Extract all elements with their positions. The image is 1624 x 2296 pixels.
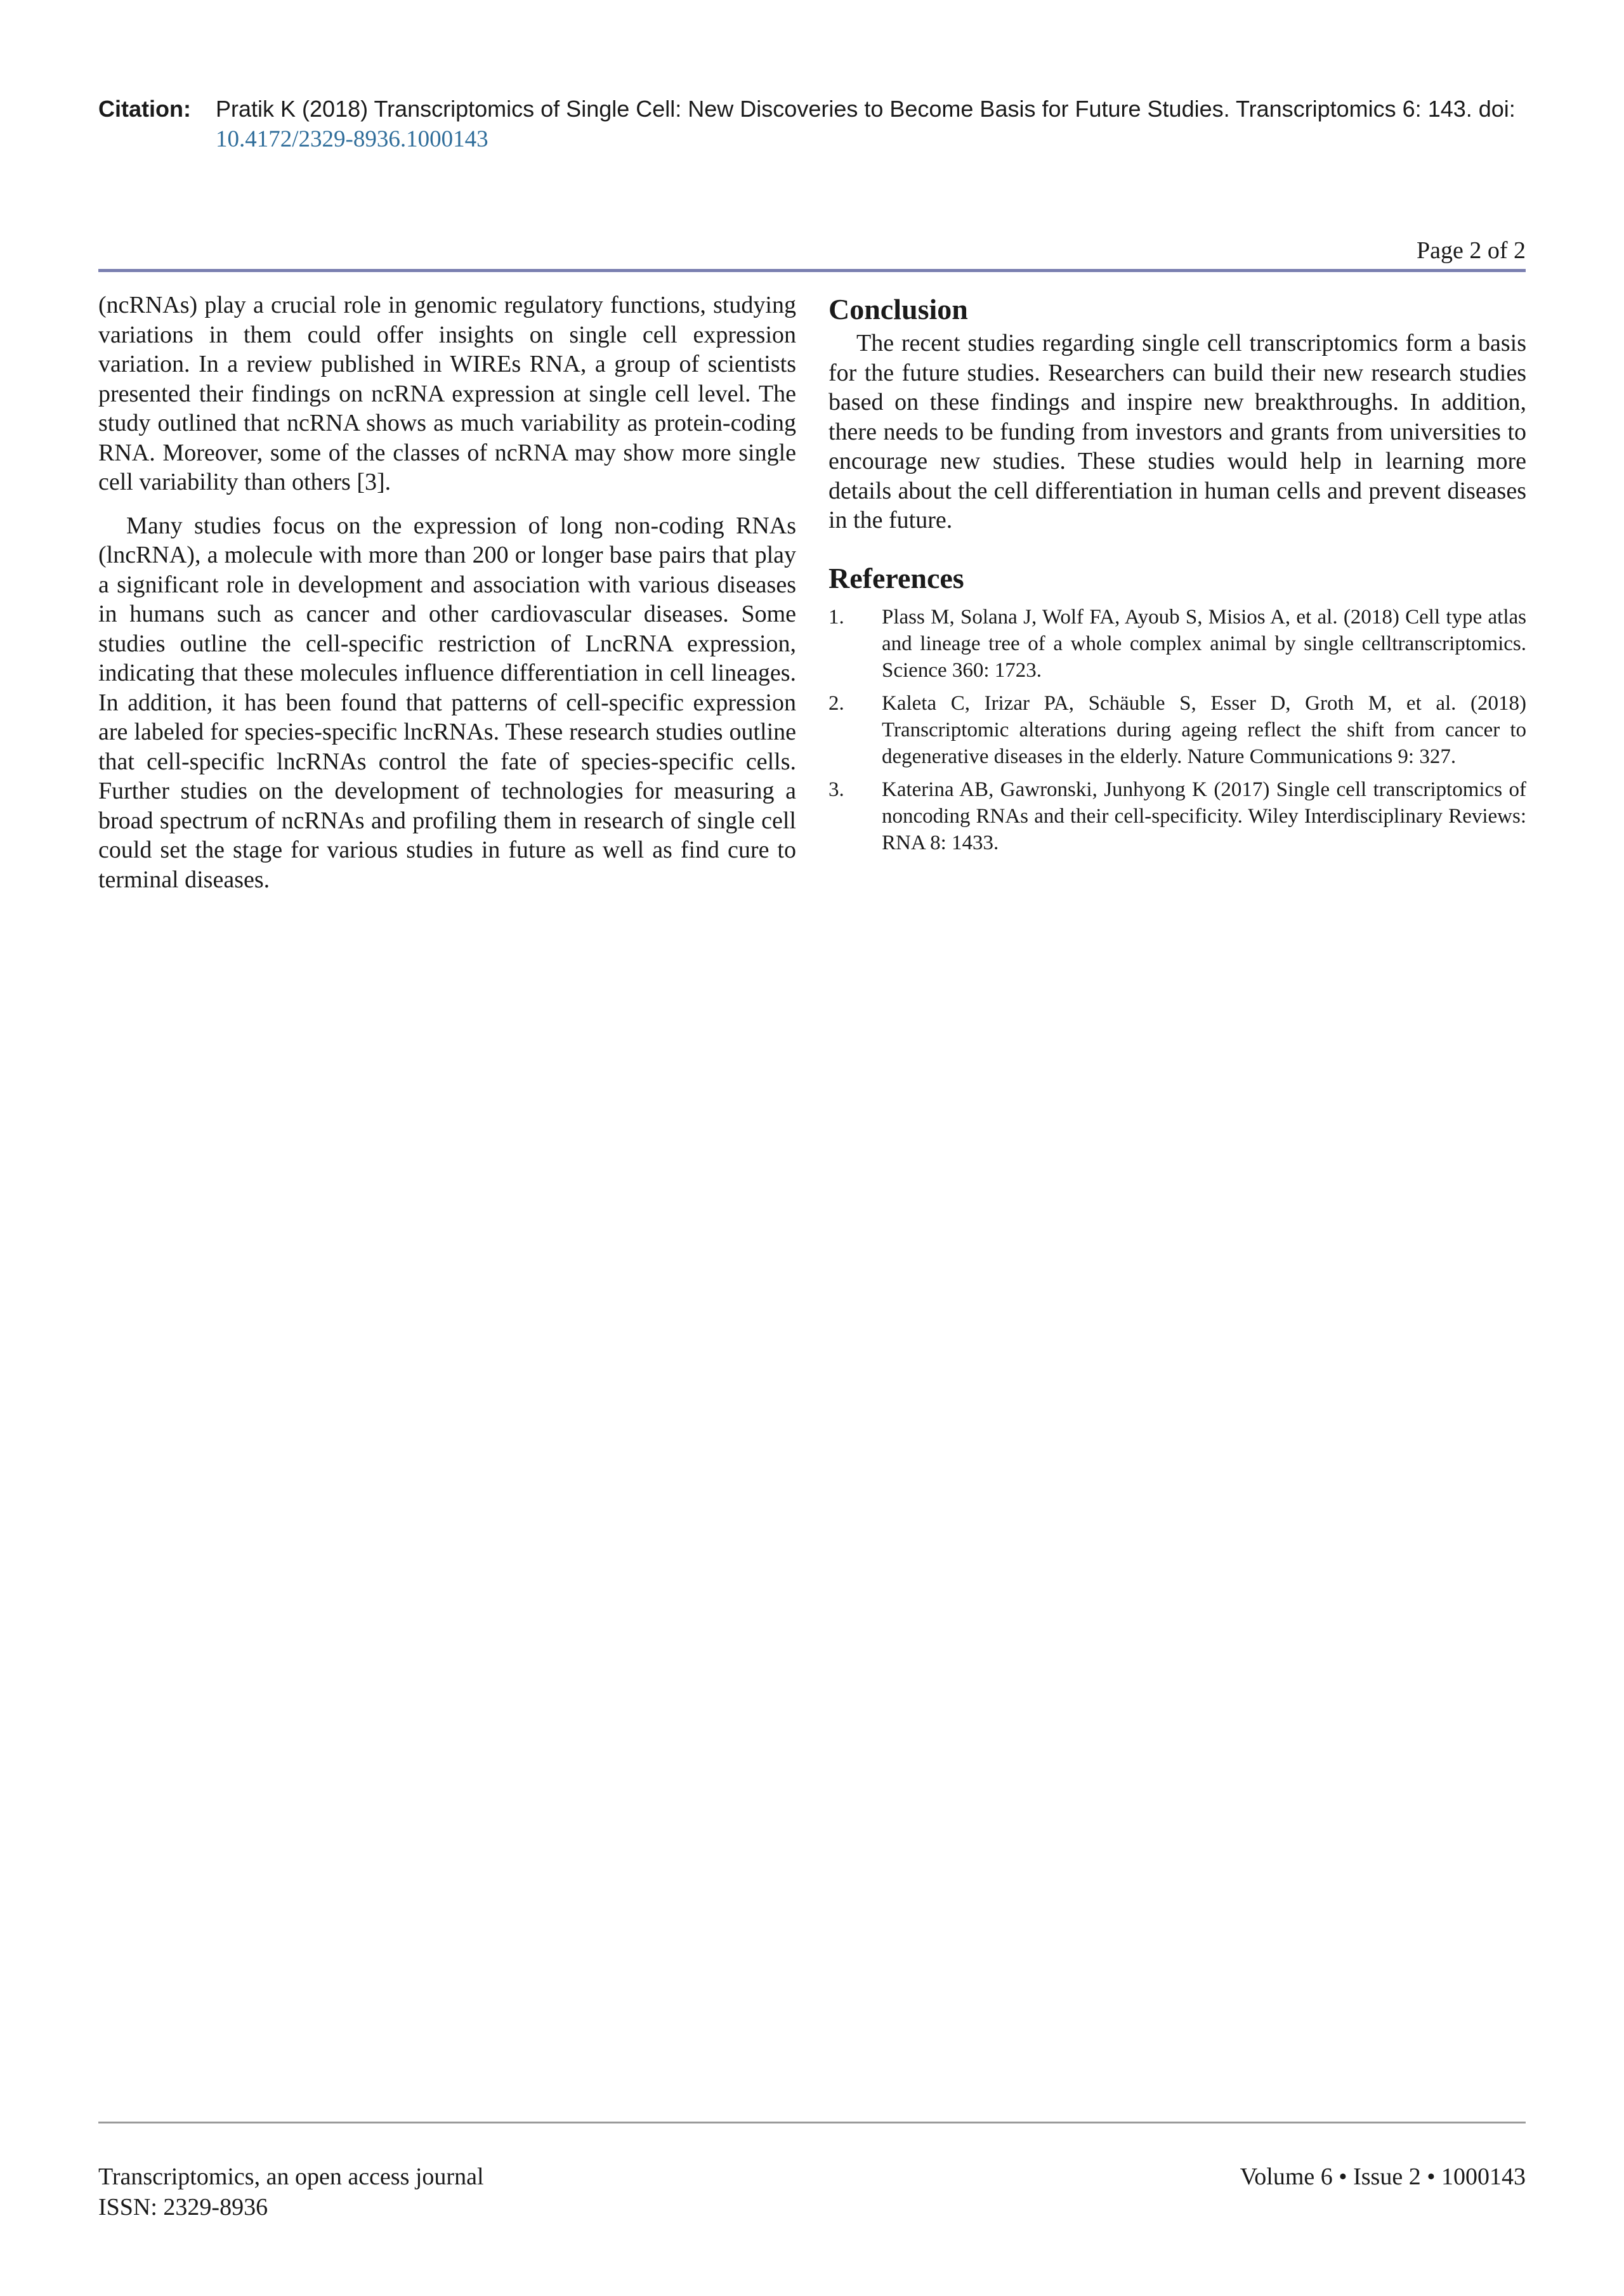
reference-text: Katerina AB, Gawronski, Junhyong K (2017) Single cell transcriptomics of noncoding RNAs and their cell-specificity. Wiley Interdisciplinary Reviews: RNA 8: 1433.: [882, 778, 1526, 854]
reference-item: [828, 690, 1526, 770]
references-heading: References: [828, 561, 964, 594]
citation-label: Citation:: [98, 96, 191, 122]
body-paragraph: Many studies focus on the expression of long non-coding RNAs (lncRNA), a molecule with more than 200 or longer base pairs that play a significant role in development and association with various diseases in humans such as cancer and other cardiovascular diseases. Some studies outline the cell-specific restriction of LncRNA expression, indicating that these molecules influence differentiation in cell lineages. In addition, it has been found that patterns of cell-specific expression are labeled for species-specific lncRNAs. These research studies outline that cell-specific lncRNAs control the fate of species-specific cells. Further studies on the development of technologies for measuring a broad spectrum of ncRNAs and profiling them in research of single cell could set the stage for various studies in future as well as find cure to terminal diseases.: [98, 512, 796, 893]
citation-block: [98, 94, 1526, 155]
footer-issn: ISSN: 2329-8936: [98, 2194, 268, 2221]
footer-journal-name: Transcriptomics, an open access journal: [98, 2163, 484, 2190]
reference-number: 1.: [828, 605, 844, 629]
reference-item: [828, 776, 1526, 856]
body-paragraph: (ncRNAs) play a crucial role in genomic regulatory functions, studying variations in them could offer insights on single cell expression variation. In a review published in WIREs RNA, a group of scientists presented their findings on ncRNA expression at single cell level. The study outlined that ncRNA shows as much variability as protein-coding RNA. Moreover, some of the classes of ncRNA may show more single cell variability than others [3].: [98, 292, 796, 495]
page-number: Page 2 of 2: [1416, 237, 1526, 264]
footer-journal-info: [98, 2162, 484, 2222]
reference-number: 3.: [828, 778, 844, 801]
left-column: [98, 290, 796, 894]
citation-body: [216, 94, 1526, 155]
footer-divider: [98, 2122, 1526, 2123]
conclusion-paragraph: The recent studies regarding single cell transcriptomics form a basis for the future studies. Researchers can build their new research studies based on these findings and inspire new breakthroughs. In addition, there needs to be funding from investors and grants from universities to encourage new studies. These studies would help in learning more details about the cell differentiation in human cells and prevent diseases in the future.: [828, 330, 1526, 533]
reference-item: [828, 604, 1526, 684]
reference-text: Plass M, Solana J, Wolf FA, Ayoub S, Misios A, et al. (2018) Cell type atlas and lineage tree of a whole complex animal by single celltranscriptomics. Science 360: 1723.: [882, 605, 1526, 682]
reference-number: 2.: [828, 691, 844, 715]
right-column: [828, 290, 1526, 863]
reference-text: Kaleta C, Irizar PA, Schäuble S, Esser D, Groth M, et al. (2018) Transcriptomic alterations during ageing reflect the shift from cancer to degenerative diseases in the elderly. Nature Communications 9: 327.: [882, 691, 1526, 768]
header-divider: [98, 269, 1526, 272]
citation-text: Pratik K (2018) Transcriptomics of Single Cell: New Discoveries to Become Basis for Future Studies. Transcriptomics 6: 143. doi:: [216, 96, 1516, 122]
footer-volume-info: Volume 6 • Issue 2 • 1000143: [1240, 2163, 1526, 2190]
references-list: [828, 604, 1526, 856]
citation-doi-link[interactable]: 10.4172/2329-8936.1000143: [216, 126, 488, 152]
conclusion-heading: Conclusion: [828, 293, 968, 325]
